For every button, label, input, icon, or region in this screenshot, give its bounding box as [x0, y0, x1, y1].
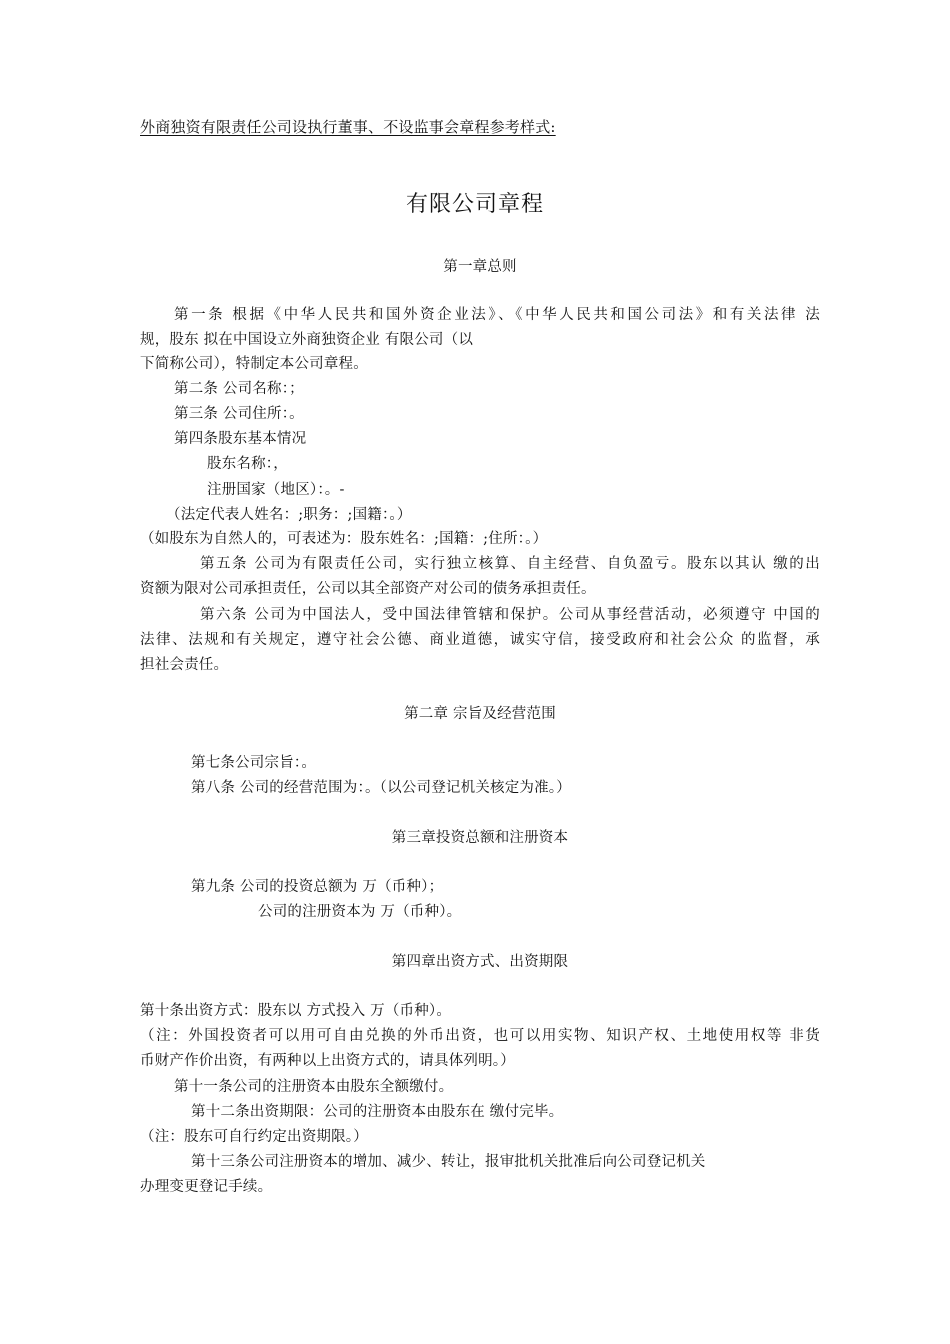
- article-9-line-1: 第九条 公司的投资总额为 万（币种）；: [191, 879, 444, 895]
- article-1-line-2: 规，股东 拟在中国设立外商独资企业 有限公司（以: [140, 332, 474, 348]
- chapter-3-heading: 第三章投资总额和注册资本: [391, 830, 569, 846]
- chapter-2-heading: 第二章 宗旨及经营范围: [404, 706, 556, 722]
- article-9-line-2: 公司的注册资本为 万（币种）。: [258, 904, 462, 920]
- article-6-line-1: 第六条 公司为中国法人，受中国法律管辖和保护。公司从事经营活动，必须遵守 中国的: [200, 607, 820, 623]
- article-13-line-1: 第十三条公司注册资本的增加、减少、转让，报审批机关批准后向公司登记机关: [191, 1154, 706, 1170]
- article-5-line-2: 资额为限对公司承担责任，公司以其全部资产对公司的债务承担责任。: [140, 581, 596, 597]
- article-2: 第二条 公司名称：；: [174, 381, 304, 397]
- chapter-4-heading: 第四章出资方式、出资期限: [391, 954, 569, 970]
- shareholder-country: 注册国家（地区）：。-: [207, 482, 345, 498]
- article-8: 第八条 公司的经营范围为：。（以公司登记机关核定为准。）: [191, 780, 571, 796]
- note-2: （注：股东可自行约定出资期限。）: [140, 1129, 368, 1145]
- shareholder-name: 股东名称：，: [207, 456, 288, 472]
- article-5-line-1: 第五条 公司为有限责任公司，实行独立核算、自主经营、自负盈亏。股东以其认 缴的出: [200, 556, 820, 572]
- article-7: 第七条公司宗旨：。: [191, 755, 317, 771]
- article-10: 第十条出资方式：股东以 方式投入 万（币种）。: [140, 1003, 452, 1019]
- article-3: 第三条 公司住所：。: [174, 406, 304, 422]
- article-6-line-3: 担社会责任。: [140, 657, 229, 673]
- natural-person-note: （如股东为自然人的，可表述为：股东姓名：;国籍：;住所：。）: [140, 531, 548, 547]
- article-1-line-1: 第一条 根据《中华人民共和国外资企业法》、《中华人民共和国公司法》和有关法律 法: [174, 307, 820, 323]
- article-4: 第四条股东基本情况: [174, 431, 307, 447]
- article-6-line-2: 法律、法规和有关规定，遵守社会公德、商业道德，诚实守信，接受政府和社会公众 的监督，承: [140, 632, 820, 648]
- article-1-line-3: 下简称公司），特制定本公司章程。: [140, 356, 368, 372]
- article-11: 第十一条公司的注册资本由股东全额缴付。: [174, 1079, 454, 1095]
- article-12: 第十二条出资期限：公司的注册资本由股东在 缴付完毕。: [191, 1104, 564, 1120]
- header-title: 外商独资有限责任公司设执行董事、不设监事会章程参考样式:: [140, 118, 556, 136]
- note-1-line-2: 币财产作价出资，有两种以上出资方式的，请具体列明。）: [140, 1053, 515, 1069]
- legal-representative: （法定代表人姓名：;职务：;国籍：。）: [166, 507, 412, 523]
- note-1-line-1: （注：外国投资者可以用可自由兑换的外币出资，也可以用实物、知识产权、土地使用权等 非货: [140, 1028, 820, 1044]
- chapter-1-heading: 第一章总则: [443, 259, 517, 275]
- article-13-line-2: 办理变更登记手续。: [140, 1179, 273, 1195]
- document-title: 有限公司章程: [405, 192, 544, 217]
